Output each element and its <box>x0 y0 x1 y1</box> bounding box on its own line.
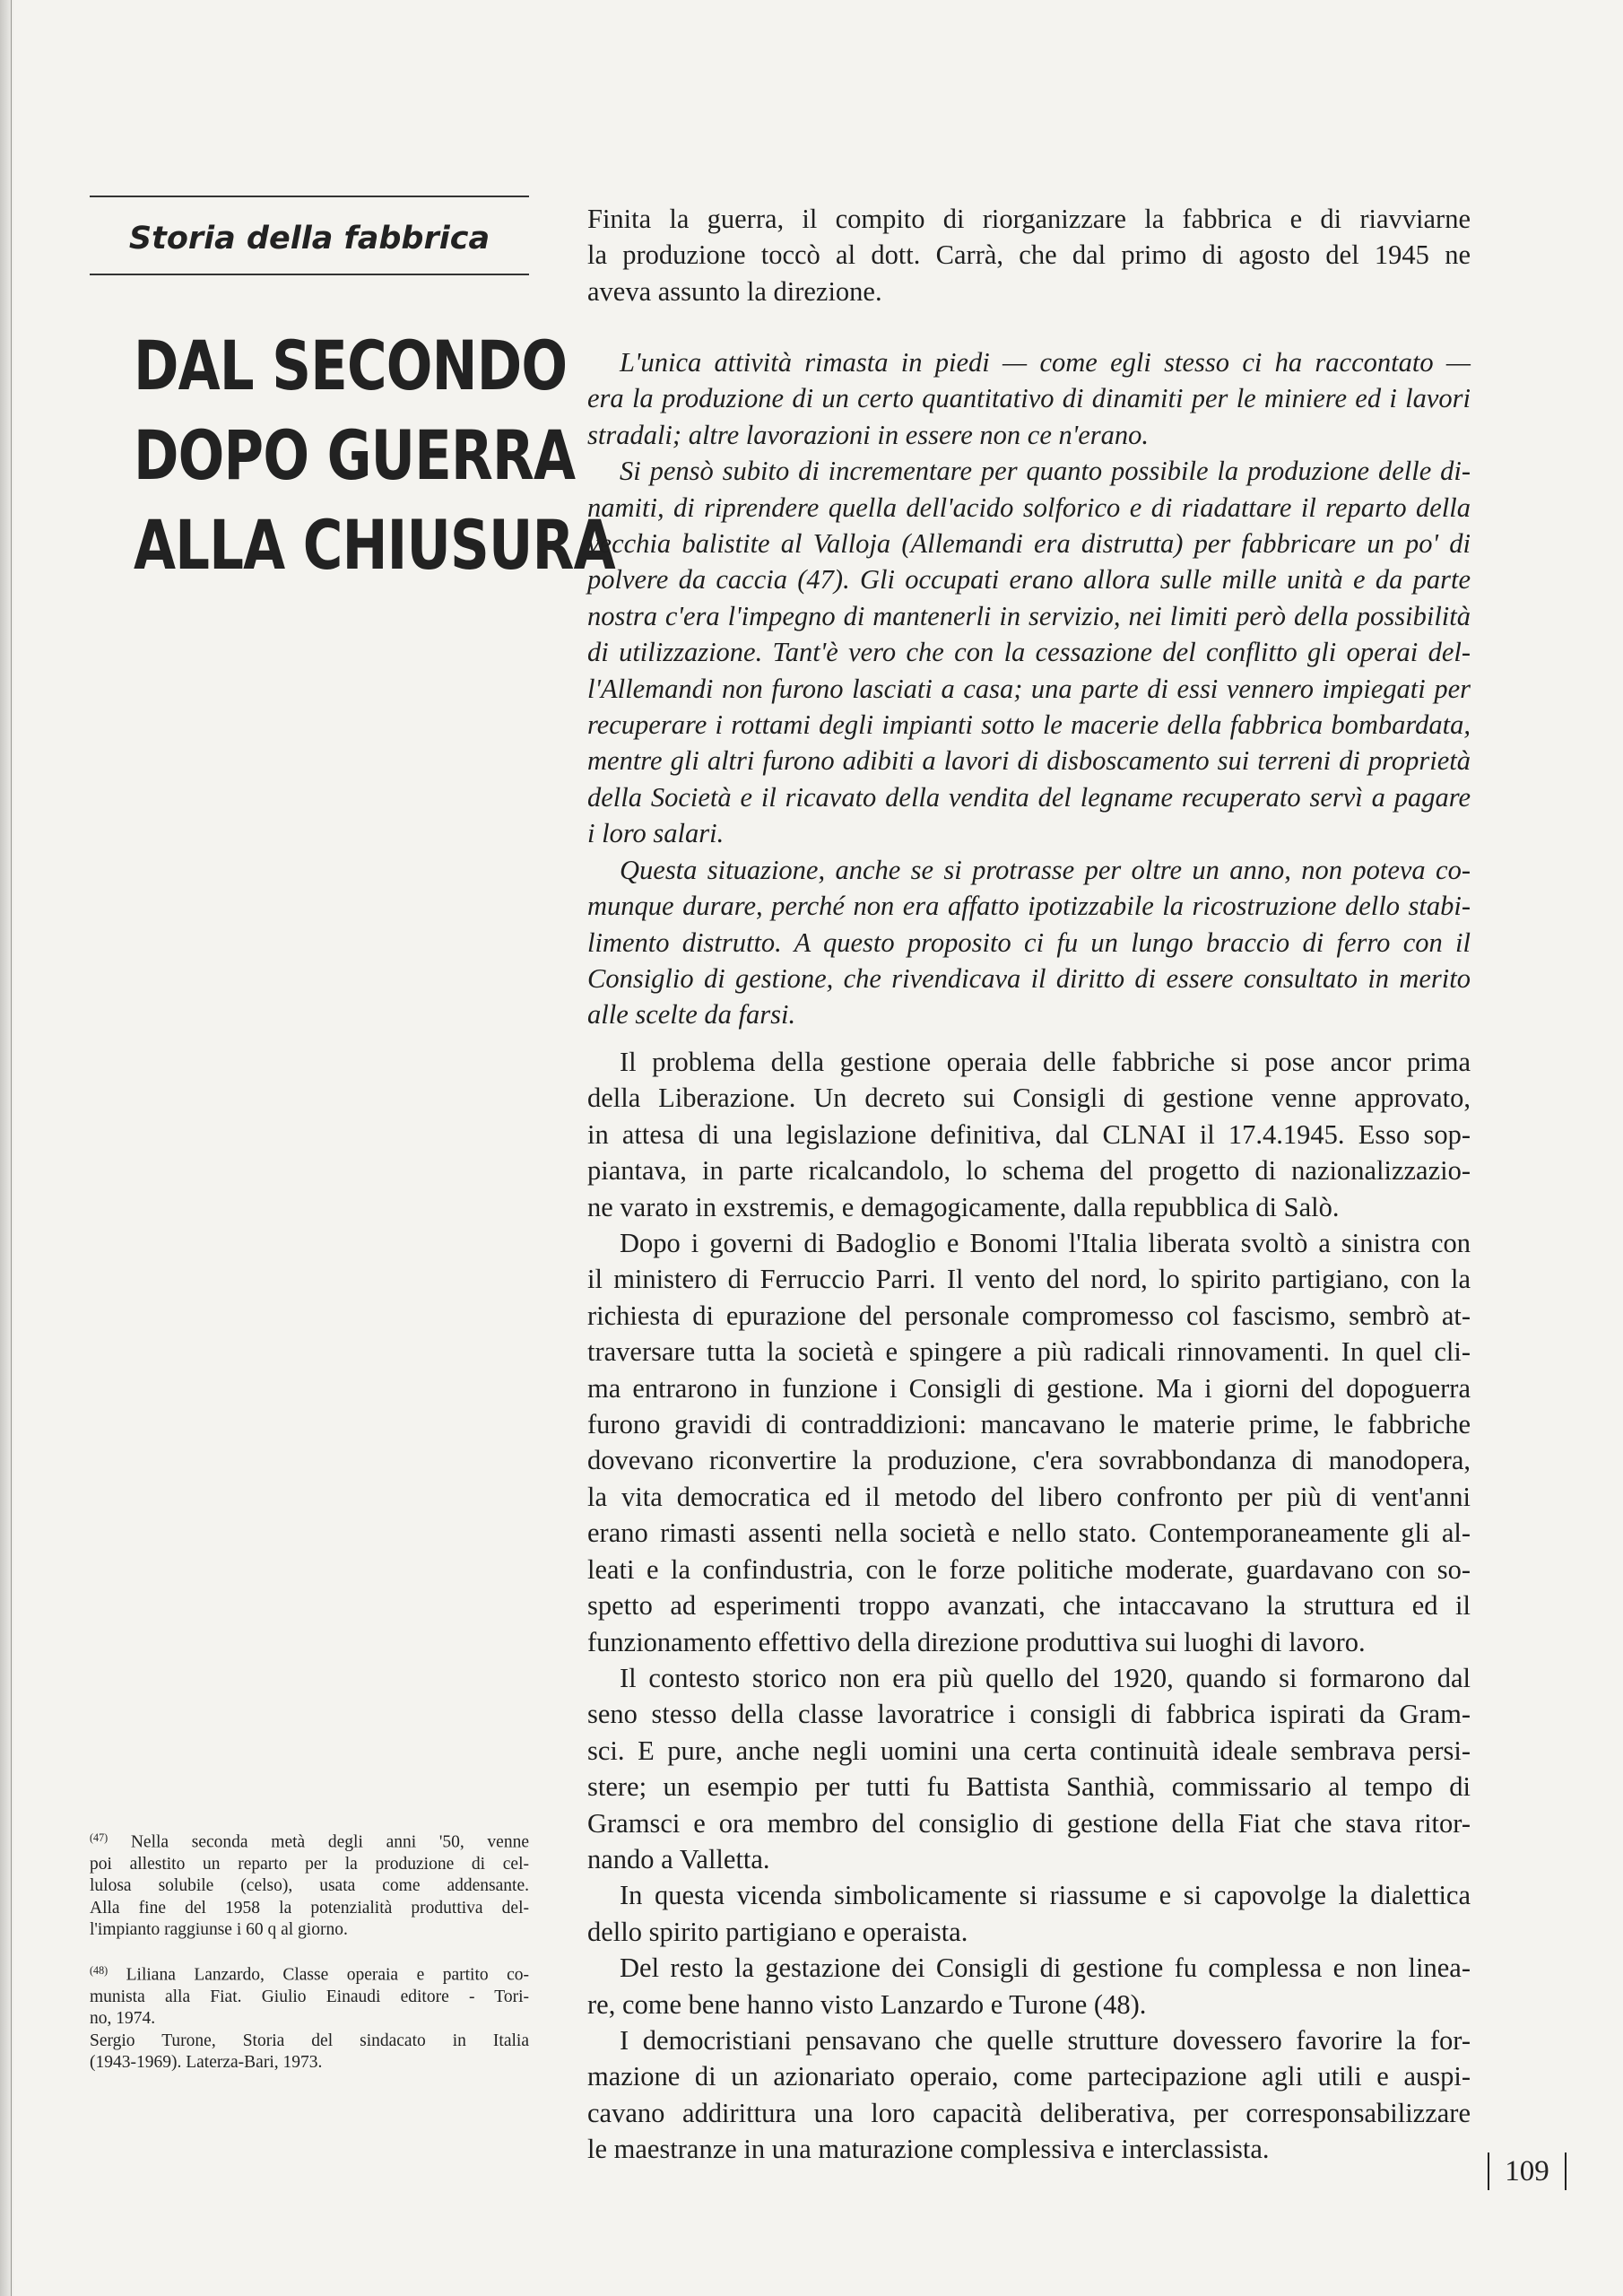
body-paragraph <box>587 2022 1471 2168</box>
body-paragraph <box>587 1660 1471 1877</box>
text-line: traversare tutta la società e spingere a più radicali rinnovamenti. In quel cli- <box>587 1336 1471 1368</box>
body-text <box>587 1044 1471 2168</box>
footnote-number: (47) <box>90 1831 108 1844</box>
footnote <box>90 1827 529 1942</box>
text-line: il ministero di Ferruccio Parri. Il vento del nord, lo spirito partigiano, con la <box>587 1264 1471 1295</box>
body-paragraph <box>587 1950 1471 2022</box>
section-rule-bottom <box>90 274 529 275</box>
text-line: ma entrarono in funzione i Consigli di gestione. Ma i giorni del dopoguerra <box>587 1372 1471 1404</box>
text-line: dello spirito partigiano e operaista. <box>587 1916 968 1947</box>
footnote-number: (48) <box>90 1963 108 1977</box>
text-line: In questa vicenda simbolicamente si riassume e si capovolge la dialettica <box>620 1880 1471 1911</box>
text-line: cavano addirittura una loro capacità deliberativa, per corresponsabilizzare <box>587 2097 1471 2128</box>
text-line: sci. E pure, anche negli uomini una certa continuità ideale sembrava persi- <box>587 1735 1471 1766</box>
footnote-line: poi allestito un reparto per la produzione di cel- <box>90 1855 529 1874</box>
page-number: 109 <box>1488 2149 1567 2194</box>
chapter-title-line: DOPO GUERRA <box>134 415 576 495</box>
footnote <box>90 1960 529 2074</box>
text-line: nando a Valletta. <box>587 1843 770 1874</box>
section-label: Storia della fabbrica <box>128 221 490 257</box>
page-number-bar <box>1488 2152 1489 2190</box>
text-line: le maestranze in una maturazione complessiva e interclassista. <box>587 2134 1270 2165</box>
footnotes <box>90 1827 529 2092</box>
text-line: alle scelte da farsi. <box>587 999 796 1031</box>
text-line: piantava, in parte ricalcandolo, lo schema del progetto di nazionalizzazio- <box>587 1155 1471 1187</box>
text-line: era la produzione di un certo quantitativo di dinamiti per le miniere ed i lavori <box>587 383 1471 414</box>
footnote-line: Alla fine del 1958 la potenzialità produttiva del- <box>90 1898 529 1918</box>
quote-block <box>587 344 1471 1033</box>
text-line: Dopo i governi di Badoglio e Bonomi l'Italia liberata svoltò a sinistra con <box>620 1228 1471 1259</box>
text-line: ne varato in exstremis, e demagogicamente, dalla repubblica di Salò. <box>587 1191 1340 1222</box>
quote-paragraph <box>587 453 1471 851</box>
body-paragraph <box>587 1877 1471 1950</box>
text-line: la produzione toccò al dott. Carrà, che dal primo di agosto del 1945 ne <box>587 239 1471 271</box>
chapter-title-line: ALLA CHIUSURA <box>134 505 615 585</box>
quote-paragraph <box>587 344 1471 453</box>
text-line: la vita democratica ed il metodo del libero confronto per più di vent'anni <box>587 1481 1471 1512</box>
intro-paragraph <box>587 201 1471 309</box>
text-line: Questa situazione, anche se si protrasse per oltre un anno, non poteva co- <box>620 854 1471 885</box>
section-rule-top <box>90 196 529 197</box>
text-line: re, come bene hanno visto Lanzardo e Turone (48). <box>587 1988 1147 2020</box>
text-line: stere; un esempio per tutti fu Battista Santhià, commissario al tempo di <box>587 1771 1471 1803</box>
chapter-title-line: DAL SECONDO <box>134 326 568 405</box>
footnote-line: Sergio Turone, Storia del sindacato in Italia <box>90 2031 529 2050</box>
text-line: l'Allemandi non furono lasciati a casa; una parte di essi vennero impiegati per <box>587 673 1471 704</box>
text-line: leati e la confindustria, con le forze politiche moderate, guardavano con so- <box>587 1553 1471 1585</box>
quote-paragraph <box>587 852 1471 1033</box>
text-line: Consiglio di gestione, che rivendicava il diritto di essere consultato in merito <box>587 962 1471 994</box>
text-line: munque durare, perché non era affatto ipotizzabile la ricostruzione dello stabi- <box>587 891 1471 922</box>
text-line: furono gravidi di contraddizioni: mancavano le materie prime, le fabbriche <box>587 1409 1471 1440</box>
page-number-bar <box>1565 2152 1567 2190</box>
text-line: mazione di un azionariato operaio, come partecipazione agli utili e auspi- <box>587 2061 1471 2092</box>
footnote-line: munista alla Fiat. Giulio Einaudi editore - Tori- <box>90 1987 529 2006</box>
text-line: L'unica attività rimasta in piedi — come egli stesso ci ha raccontato — <box>620 347 1471 378</box>
text-line: seno stesso della classe lavoratrice i consigli di fabbrica ispirati da Gram- <box>587 1699 1471 1730</box>
text-line: mentre gli altri furono adibiti a lavori di disboscamento sui terreni di proprietà <box>587 745 1471 777</box>
text-line: recuperare i rottami degli impianti sotto le macerie della fabbrica bombardata, <box>587 709 1471 741</box>
text-line: vecchia balistite al Valloja (Allemandi era distrutta) per fabbricare un po' di <box>587 528 1471 560</box>
text-line: Si pensò subito di incrementare per quanto possibile la produzione delle di- <box>620 456 1471 487</box>
text-line: Il problema della gestione operaia delle fabbriche si pose ancor prima <box>620 1047 1471 1077</box>
text-line: spetto ad esperimenti troppo avanzati, che intaccavano la struttura ed il <box>587 1590 1471 1622</box>
footnote-line: lulosa solubile (celso), usata come addensante. <box>90 1876 529 1896</box>
text-line: aveva assunto la direzione. <box>587 275 882 307</box>
footnote-line: (1943-1969). Laterza-Bari, 1973. <box>90 2052 323 2072</box>
text-line: I democristiani pensavano che quelle strutture dovessero favorire la for- <box>620 2024 1471 2056</box>
page-binding-shadow <box>0 0 14 2296</box>
text-line: stradali; altre lavorazioni in essere non ce n'erano. <box>587 419 1150 450</box>
text-line: Gramsci e ora membro del consiglio di gestione della Fiat che stava ritor- <box>587 1807 1471 1839</box>
body-paragraph <box>587 1044 1471 1225</box>
chapter-title <box>134 321 615 590</box>
footnote-line: Nella seconda metà degli anni '50, venne <box>130 1832 529 1852</box>
text-line: Il contesto storico non era più quello del 1920, quando si formarono dal <box>620 1662 1471 1693</box>
text-line: nostra c'era l'impegno di mantenerli in servizio, nei limiti però della possibilità <box>587 600 1471 631</box>
footnote-line: no, 1974. <box>90 2009 156 2029</box>
text-line: della Liberazione. Un decreto sui Consigli di gestione venne approvato, <box>587 1083 1471 1114</box>
text-line: in attesa di una legislazione definitiva, dal CLNAI il 17.4.1945. Esso sop- <box>587 1118 1471 1150</box>
text-line: dovevano riconvertire la produzione, c'era sovrabbondanza di manodopera, <box>587 1445 1471 1476</box>
page-binding-edge <box>11 0 12 2296</box>
text-line: funzionamento effettivo della direzione produttiva sui luoghi di lavoro. <box>587 1626 1366 1657</box>
text-line: di utilizzazione. Tant'è vero che con la cessazione del conflitto gli operai del- <box>587 637 1471 668</box>
text-line: limento distrutto. A questo proposito ci fu un lungo braccio di ferro con il <box>587 926 1471 958</box>
text-line: Del resto la gestazione dei Consigli di gestione fu complessa e non linea- <box>620 1952 1471 1984</box>
text-line: namiti, di riprendere quella dell'acido solforico e di riadattare il reparto della <box>587 491 1471 523</box>
footnote-line: Liliana Lanzardo, Classe operaia e partito co- <box>126 1965 529 1985</box>
text-line: polvere da caccia (47). Gli occupati erano allora sulle mille unità e da parte <box>587 564 1471 596</box>
footnote-line: l'impianto raggiunse i 60 q al giorno. <box>90 1920 348 1940</box>
body-paragraph <box>587 1225 1471 1660</box>
text-line: erano rimasti assenti nella società e nello stato. Contemporaneamente gli al- <box>587 1518 1471 1549</box>
text-line: della Società e il ricavato della vendita del legname recuperato servì a pagare <box>587 781 1471 813</box>
text-line: i loro salari. <box>587 818 725 849</box>
text-line: Finita la guerra, il compito di riorganizzare la fabbrica e di riavviarne <box>587 204 1471 234</box>
text-line: richiesta di epurazione del personale compromesso col fascismo, sembrò at- <box>587 1300 1471 1331</box>
